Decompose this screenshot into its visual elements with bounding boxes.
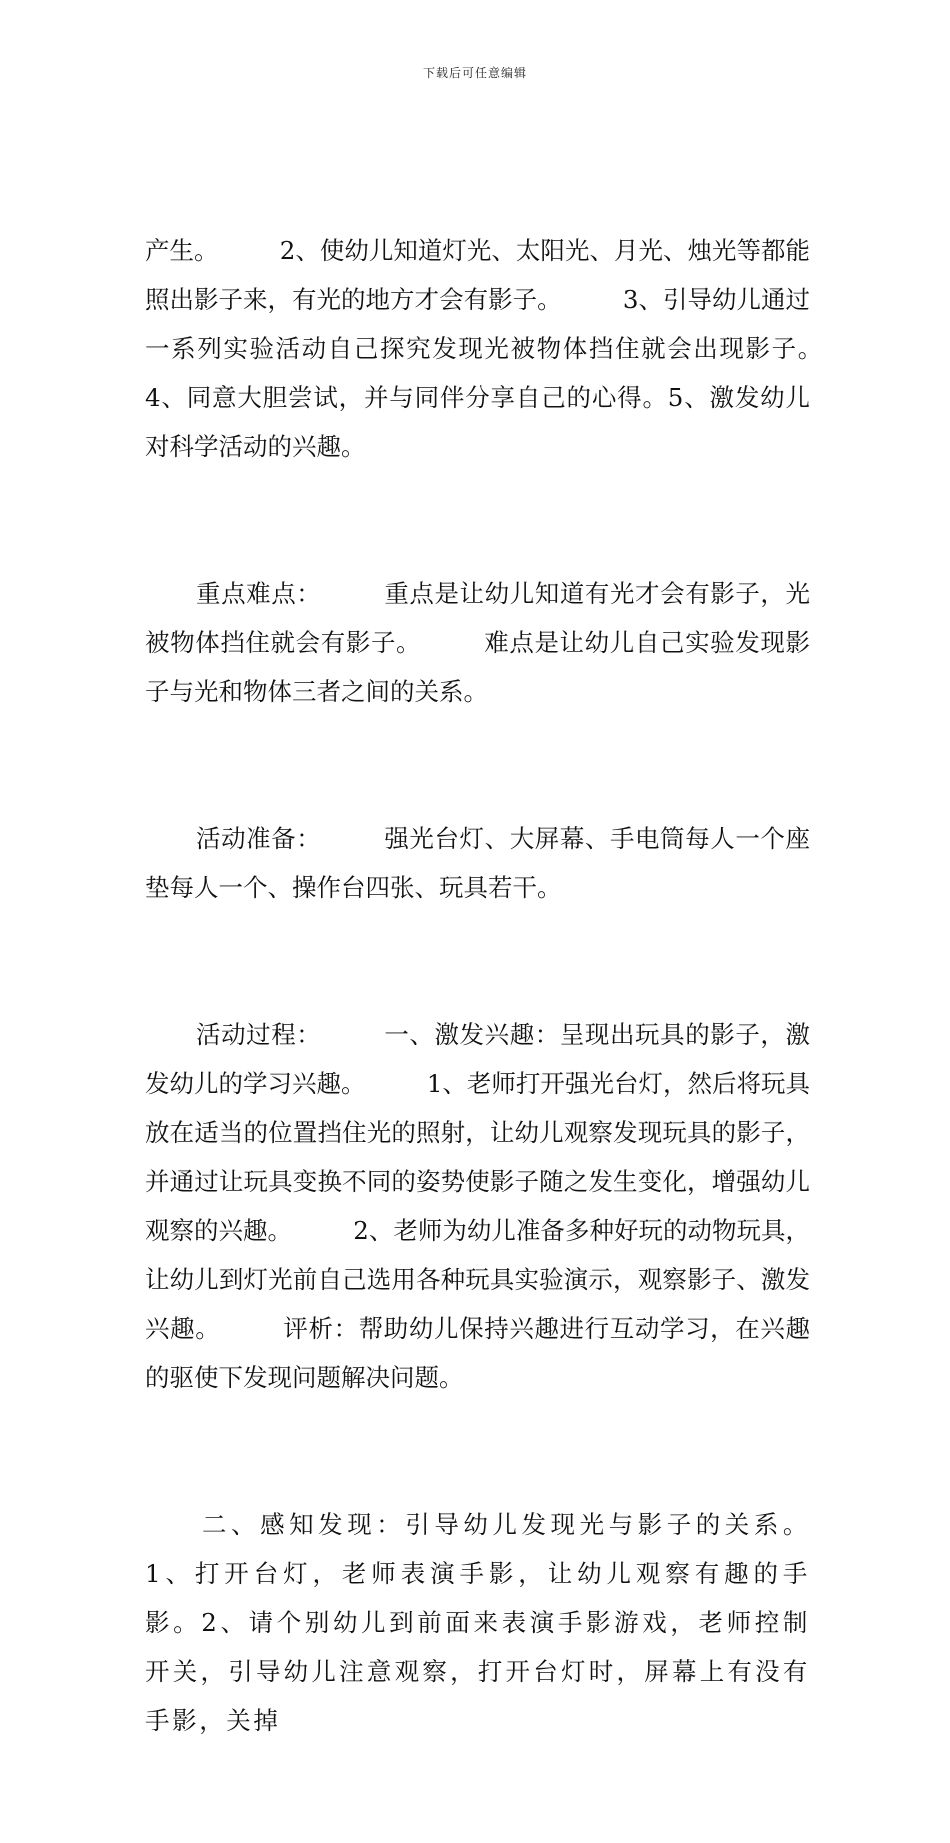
page-header: 下载后可任意编辑	[422, 66, 527, 80]
paragraph-preparation: 活动准备： 强光台灯、大屏幕、手电筒每人一个座垫每人一个、操作台四张、玩具若干。	[145, 824, 810, 902]
paragraph-perception: 二、感知发现：引导幼儿发现光与影子的关系。1、打开台灯，老师表演手影，让幼儿观察有趣的手影。2、请个别幼儿到前面来表演手影游戏，老师控制开关，引导幼儿注意观察，打开台灯时，屏幕上有没有手影，关掉	[145, 1510, 810, 1735]
paragraph-objectives: 产生。 2、使幼儿知道灯光、太阳光、月光、烛光等都能照出影子来，有光的地方才会有影子。 3、引导幼儿通过一系列实验活动自己探究发现光被物体挡住就会出现影子。 4、同意大胆尝试，并与同伴分享自己的心得。5、激发幼儿对科学活动的兴趣。	[145, 236, 884, 461]
paragraph-key-points: 重点难点： 重点是让幼儿知道有光才会有影子，光被物体挡住就会有影子。 难点是让幼儿自己实验发现影子与光和物体三者之间的关系。	[145, 579, 810, 706]
paragraph-process: 活动过程： 一、激发兴趣：呈现出玩具的影子，激发幼儿的学习兴趣。 1、老师打开强光台灯，然后将玩具放在适当的位置挡住光的照射，让幼儿观察发现玩具的影子，并通过让玩具变换不同的姿势使影子随之发生变化，增强幼儿观察的兴趣。 2、老师为幼儿准备多种好玩的动物玩具，让幼儿到灯光前自己选用各种玩具实验演示，观察影子、激发兴趣。 评析：帮助幼儿保持兴趣进行互动学习，在兴趣的驱使下发现问题解决问题。	[145, 1020, 810, 1392]
document-body	[145, 128, 884, 1843]
